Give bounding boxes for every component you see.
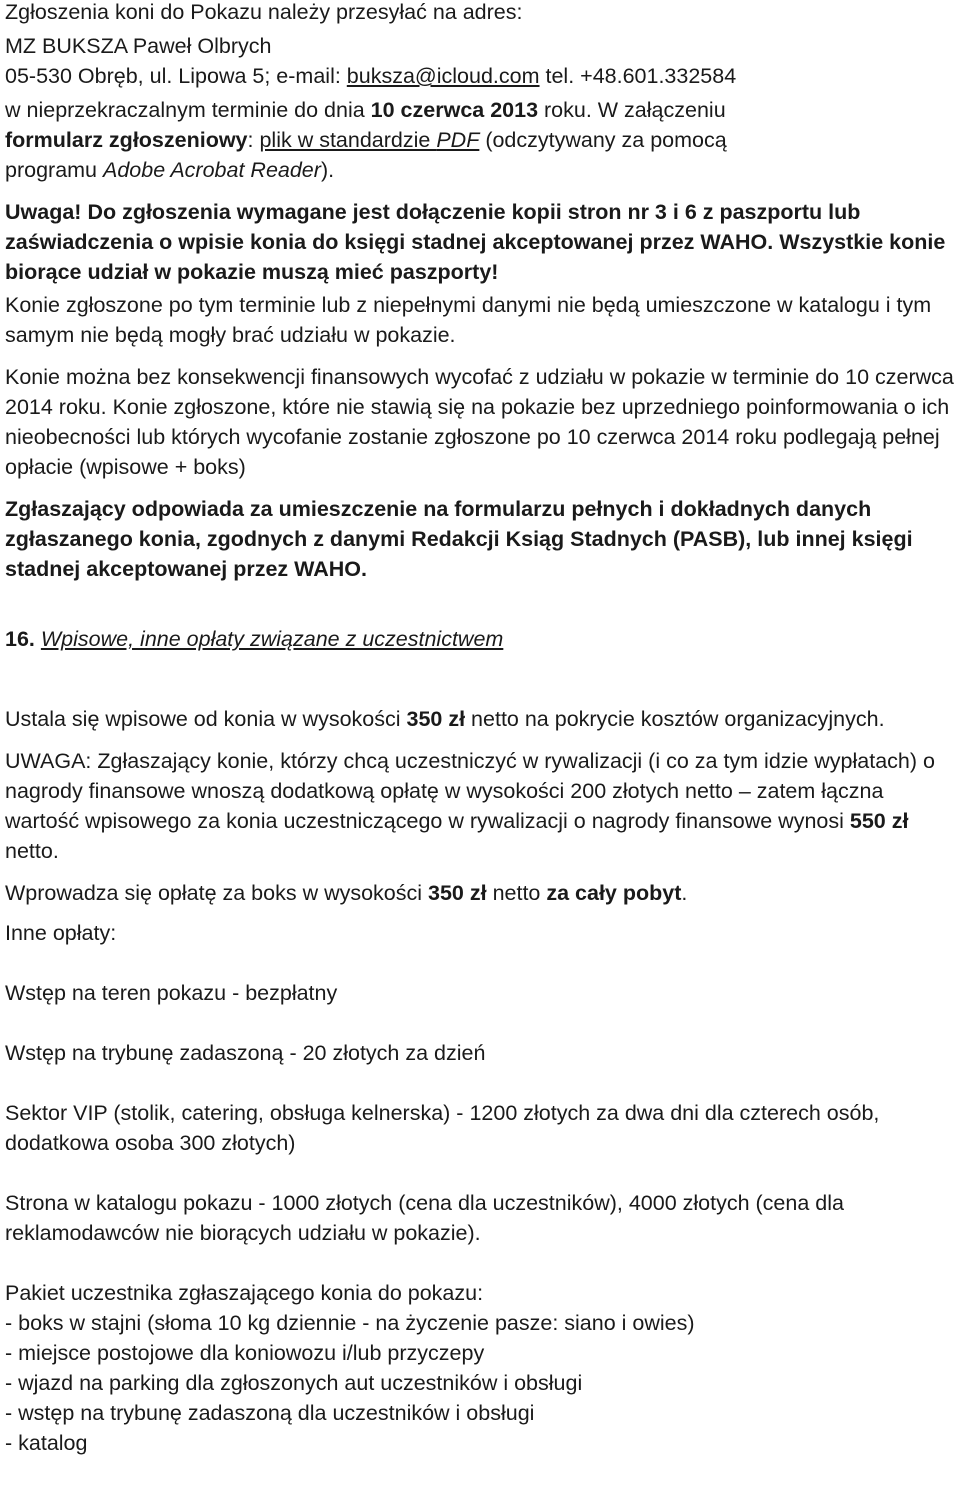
other-fee-item: Sektor VIP (stolik, catering, obsługa kelnerska) - 1200 złotych za dwa dni dla czterech osób, dodatkowa osoba 300 złotych) [5,1101,880,1155]
email-link[interactable]: buksza@icloud.com [346,64,540,88]
address-name: MZ BUKSZA Paweł Olbrych [5,34,272,58]
package-item: - boks w stajni (słoma 10 kg dziennie - na życzenie pasze: siano i owies) [5,1311,695,1335]
package-item: - miejsce postojowe dla koniowozu i/lub przyczepy [5,1341,485,1365]
deadline-text: w nieprzekraczalnym terminie do dnia 10 czerwca 2013 roku. W załączeniu formularz zgłoszeniowy: plik w standardzie PDF (odczytywany za pomocą programu Adobe Acrobat Reader). [5,98,727,182]
address-line: 05-530 Obręb, ul. Lipowa 5; e-mail: buksza@icloud.com tel. +48.601.332584 [5,64,737,88]
other-fee-item: Strona w katalogu pokazu - 1000 złotych (cena dla uczestników), 4000 złotych (cena dla reklamodawców nie biorących udziału w pokazie). [5,1191,844,1245]
other-fee-item: Wstęp na trybunę zadaszoną - 20 złotych za dzień [5,1041,486,1065]
box-fee-paragraph: Wprowadza się opłatę za boks w wysokości 350 zł netto za cały pobyt. [5,881,688,905]
late-entries-paragraph: Konie zgłoszone po tym terminie lub z niepełnymi danymi nie będą umieszczone w katalogu i tym samym nie będą mogły brać udziału w pokazie. [5,293,932,347]
prize-fee-paragraph: UWAGA: Zgłaszający konie, którzy chcą uczestniczyć w rywalizacji (i co za tym idzie wypłatach) o nagrody finansowe wnoszą dodatkową opłatę w wysokości 200 złotych netto – zatem łączna wartość wpisowego za konia uczestniczącego w rywalizacji o nagrody finansowe wynosi 550 zł netto. [5,749,935,863]
section-16-heading: 16. Wpisowe, inne opłaty związane z uczestnictwem [5,627,504,651]
address-intro: Zgłoszenia koni do Pokazu należy przesyłać na adres: [5,0,523,24]
other-fee-item: Wstęp na teren pokazu - bezpłatny [5,981,338,1005]
warning-label: Uwaga! [5,200,82,224]
other-fees-heading: Inne opłaty: [5,921,117,945]
package-item: - wjazd na parking dla zgłoszonych aut uczestników i obsługi [5,1371,583,1395]
entry-fee-paragraph: Ustala się wpisowe od konia w wysokości 350 zł netto na pokrycie kosztów organizacyjnych. [5,707,885,731]
package-item: - katalog [5,1431,88,1455]
pdf-link[interactable]: plik w standardzie PDF [259,128,480,152]
withdrawal-paragraph: Konie można bez konsekwencji finansowych wycofać z udziału w pokazie w terminie do 10 czerwca 2014 roku. Konie zgłoszone, które nie stawią się na pokazie bez uprzedniego poinformowania o ich nieobecności lub których wycofanie zostanie zgłoszone po 10 czerwca 2014 roku podlegają pełnej opłacie (wpisowe + boks) [5,365,954,479]
package-heading: Pakiet uczestnika zgłaszającego konia do pokazu: [5,1281,484,1305]
warning-paragraph: Uwaga! Do zgłoszenia wymagane jest dołączenie kopii stron nr 3 i 6 z paszportu lub zaświadczenia o wpisie konia do księgi stadnej akceptowanej przez WAHO. Wszystkie konie biorące udział w pokazie muszą mieć paszporty! [5,200,946,284]
document-page [5,0,960,1458]
responsibility-paragraph: Zgłaszający odpowiada za umieszczenie na formularzu pełnych i dokładnych danych zgłaszanego konia, zgodnych z danymi Redakcji Ksiąg Stadnych (PASB), lub innej księgi stadnej akceptowanej przez WAHO. [5,497,913,581]
package-item: - wstęp na trybunę zadaszoną dla uczestników i obsługi [5,1401,535,1425]
